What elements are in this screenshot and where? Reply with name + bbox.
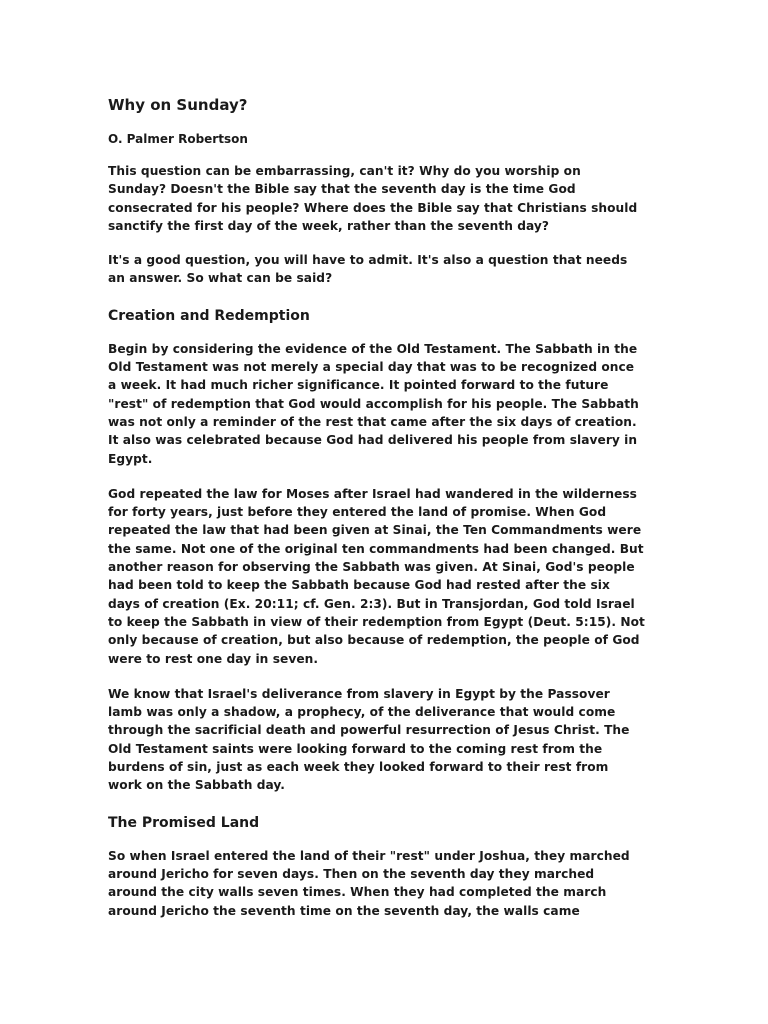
text-line: to keep the Sabbath in view of their redemption from Egypt (Deut. 5:15). Not [108,614,645,629]
text-line: only because of creation, but also because of redemption, the people of God [108,633,640,648]
text-line: around Jericho for seven days. Then on the seventh day they marched [108,866,595,881]
text-line: It also was celebrated because God had delivered his people from slavery in [108,433,638,448]
text-line: had been told to keep the Sabbath because God had rested after the six [108,578,610,593]
text-line: days of creation (Ex. 20:11; cf. Gen. 2:3). But in Transjordan, God told Israel [108,596,635,611]
paragraph-section1-2 [108,485,668,668]
paragraph-section2-1 [108,847,668,920]
text-line: This question can be embarrassing, can't it? Why do you worship on [108,164,581,178]
section-heading-creation: Creation and Redemption [108,307,310,324]
text-line: We know that Israel's deliverance from slavery in Egypt by the Passover [108,686,610,701]
paragraph-section1-3 [108,685,668,795]
text-line: a week. It had much richer significance. It pointed forward to the future [108,378,609,393]
text-line: Begin by considering the evidence of the Old Testament. The Sabbath in the [108,341,638,356]
text-line: Old Testament saints were looking forward to the coming rest from the [108,741,603,756]
text-line: sanctify the first day of the week, rather than the seventh day? [108,218,550,233]
document-page [108,94,668,920]
text-line: around Jericho the seventh time on the seventh day, the walls came [108,903,580,918]
text-line: Old Testament was not merely a special day that was to be recognized once [108,360,635,375]
text-line: Sunday? Doesn't the Bible say that the seventh day is the time God [108,182,576,197]
text-line: an answer. So what can be said? [108,271,333,286]
text-line: "rest" of redemption that God would accomplish for his people. The Sabbath [108,396,639,411]
text-line: work on the Sabbath day. [108,778,285,793]
text-line: So when Israel entered the land of their "rest" under Joshua, they marched [108,848,630,863]
text-line: were to rest one day in seven. [108,651,319,666]
text-line: It's a good question, you will have to admit. It's also a question that needs [108,253,628,268]
text-line: Egypt. [108,451,153,466]
paragraph-section1-1 [108,340,668,468]
text-line: through the sacrificial death and powerful resurrection of Jesus Christ. The [108,723,630,738]
text-line: God repeated the law for Moses after Israel had wandered in the wilderness [108,486,637,501]
text-line: consecrated for his people? Where does the Bible say that Christians should [108,200,638,215]
text-line: around the city walls seven times. When they had completed the march [108,885,607,900]
paragraph-intro-1 [108,162,668,235]
text-line: lamb was only a shadow, a prophecy, of the deliverance that would come [108,705,616,720]
paragraph-intro-2 [108,251,668,288]
section-heading-promised-land: The Promised Land [108,814,260,831]
text-line: the same. Not one of the original ten commandments had been changed. But [108,541,644,556]
document-title: Why on Sunday? [108,96,248,114]
text-line: burdens of sin, just as each week they looked forward to their rest from [108,760,609,775]
text-line: repeated the law that had been given at Sinai, the Ten Commandments were [108,523,642,538]
author-name: O. Palmer Robertson [108,132,248,146]
text-line: another reason for observing the Sabbath was given. At Sinai, God's people [108,560,635,575]
text-line: for forty years, just before they entered the land of promise. When God [108,505,607,520]
text-line: was not only a reminder of the rest that came after the six days of creation. [108,414,637,429]
